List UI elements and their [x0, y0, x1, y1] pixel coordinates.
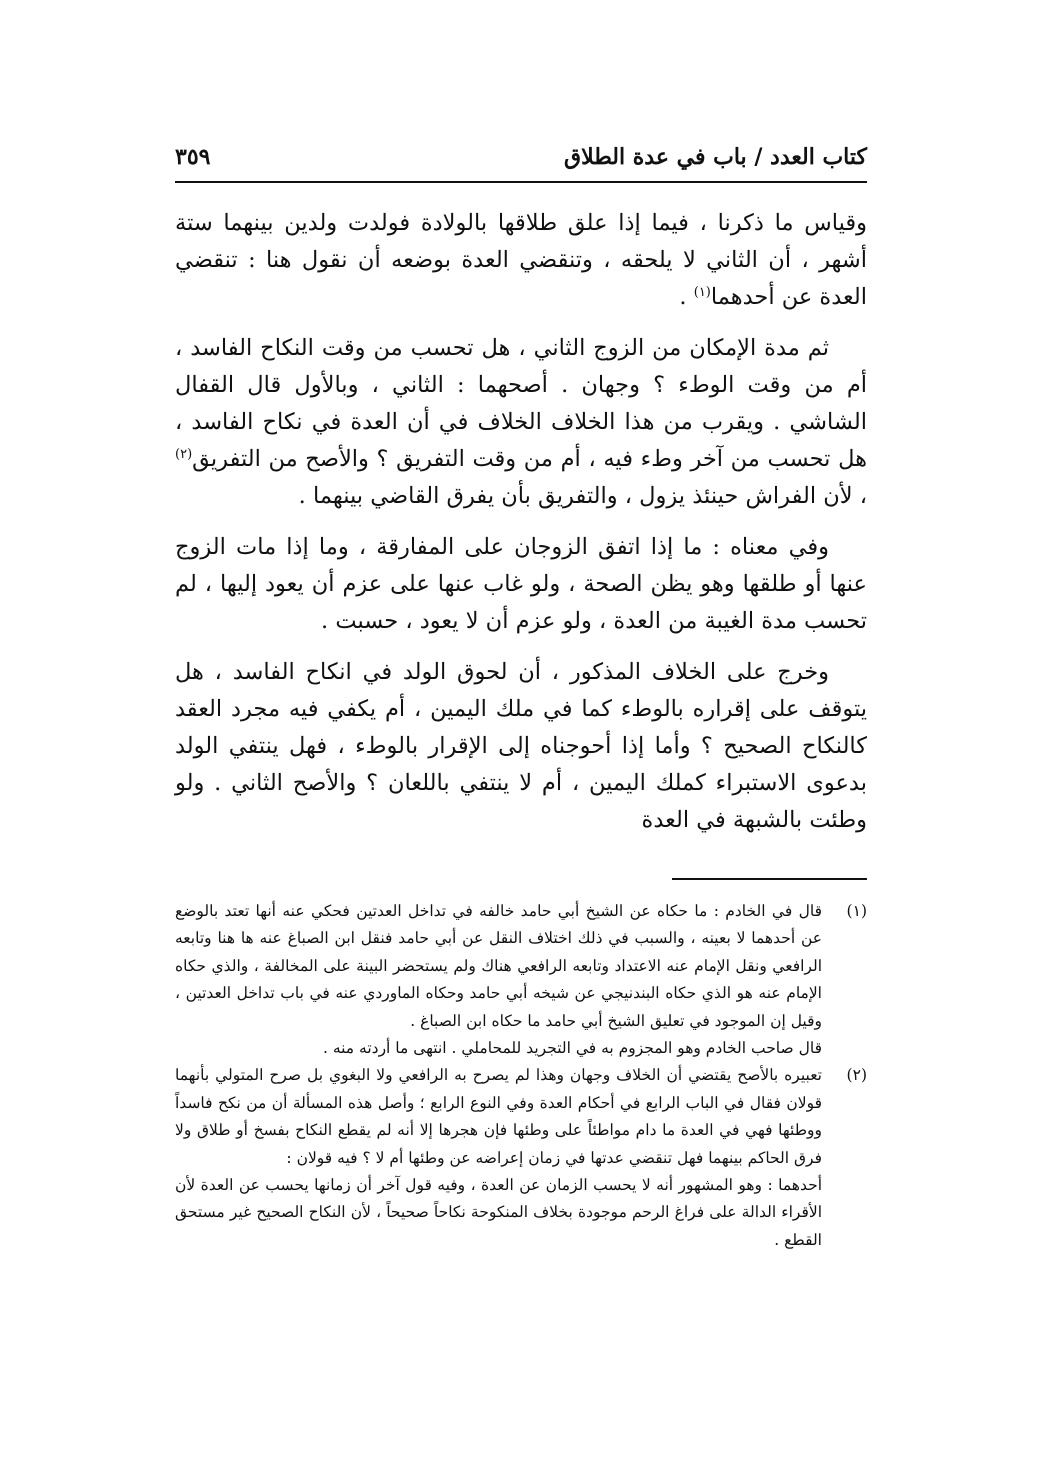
running-header	[175, 140, 867, 178]
main-text	[175, 205, 867, 853]
footnote-1	[175, 898, 867, 1062]
footnotes	[175, 898, 867, 1254]
footnote-1-continuation: قال صاحب الخادم وهو المجزوم به في التجريد للمحاملي . انتهى ما أردته منه .	[322, 1039, 822, 1058]
paragraph-2	[175, 330, 867, 515]
footnote-1-number: (١)	[846, 902, 867, 920]
footnote-ref-1[interactable]: (١)	[693, 285, 711, 300]
footnote-2-text: تعبيره بالأصح يقتضي أن الخلاف وجهان وهذا لم يصرح به الرافعي ولا البغوي بل صرح المتولي بأنهما قولان فقال في الباب الرابع في أحكام العدة وفي النوع الرابع ؛ وأصل هذه المسألة أن من نكح فاسداً ووطئها فهي في العدة ما دام مواطئاً على وطئها فإن هجرها إلا أنه لم يقطع النكاح بفسخ أو طلاق ولا فرق الحاكم بينهما فهل تنقضي عدتها في زمان إعراضه عن وطئها أم لا ؟ فيه قولان :	[175, 1066, 822, 1167]
paragraph-1-end: .	[679, 284, 694, 310]
paragraph-1	[175, 205, 867, 316]
page-number: ٣٥٩	[175, 144, 211, 170]
paragraph-2-end: ، لأن الفراش حينئذ يزول ، والتفريق بأن يفرق القاضي بينهما .	[298, 483, 867, 509]
footnote-ref-2[interactable]: (٢)	[175, 447, 193, 462]
paragraph-3: وفي معناه : ما إذا اتفق الزوجان على المفارقة ، وما إذا مات الزوج عنها أو طلقها وهو يظن الصحة ، ولو غاب عنها على عزم أن يعود إليها ، لم تحسب مدة الغيبة من العدة ، ولو عزم أن لا يعود ، حسبت .	[175, 534, 867, 634]
paragraph-2-text: ثم مدة الإمكان من الزوج الثاني ، هل تحسب من وقت النكاح الفاسد ، أم من وقت الوطء ؟ وجهان . أصحهما : الثاني ، وبالأول قال القفال الشاشي . ويقرب من هذا الخلاف الخلاف في أن العدة في نكاح الفاسد ، هل تحسب من آخر وطء فيه ، أم من وقت التفريق ؟ والأصح من التفريق	[175, 335, 867, 472]
paragraph-1-text: وقياس ما ذكرنا ، فيما إذا علق طلاقها بالولادة فولدت ولدين بينهما ستة أشهر ، أن الثاني لا يلحقه ، وتنقضي العدة بوضعه أن نقول هنا : تنقضي العدة عن أحدهما	[175, 210, 867, 310]
footnote-divider	[672, 878, 867, 880]
footnote-2	[175, 1062, 867, 1254]
footnote-1-text: قال في الخادم : ما حكاه عن الشيخ أبي حامد خالفه في تداخل العدتين فحكي عنه أنها تعتد بالوضع عن أحدهما لا بعينه ، والسبب في ذلك اختلاف النقل عن أبي حامد فنقل ابن الصباغ عنه ها هنا وتابعه الرافعي ونقل الإمام عنه الاعتداد وتابعه الرافعي هناك ولم يستحضر البينة على المخالفة ، والذي حكاه الإمام عنه هو الذي حكاه البندنيجي عن شيخه أبي حامد وحكاه الماوردي عنه في باب تداخل العدتين ، وقيل إن الموجود في تعليق الشيخ أبي حامد ما حكاه ابن الصباغ .	[175, 902, 822, 1030]
footnote-2-number: (٢)	[846, 1066, 867, 1085]
chapter-title: كتاب العدد / باب في عدة الطلاق	[564, 144, 867, 170]
paragraph-4: وخرج على الخلاف المذكور ، أن لحوق الولد في انكاح الفاسد ، هل يتوقف على إقراره بالوطء كما في ملك اليمين ، أم يكفي فيه مجرد العقد كالنكاح الصحيح ؟ وأما إذا أحوجناه إلى الإقرار بالوطء ، فهل ينتفي الولد بدعوى الاستبراء كملك اليمين ، أم لا ينتفي باللعان ؟ والأصح الثاني . ولو وطئت بالشبهة في العدة	[175, 659, 867, 833]
footnote-2-continuation: أحدهما : وهو المشهور أنه لا يحسب الزمان عن العدة ، وفيه قول آخر أن زمانها يحسب عن العدة لأن الأقراء الدالة على فراغ الرحم موجودة بخلاف المنكوحة نكاحاً صحيحاً ، لأن النكاح الصحيح غير مستحق القطع .	[175, 1176, 822, 1249]
header-divider	[175, 181, 867, 183]
